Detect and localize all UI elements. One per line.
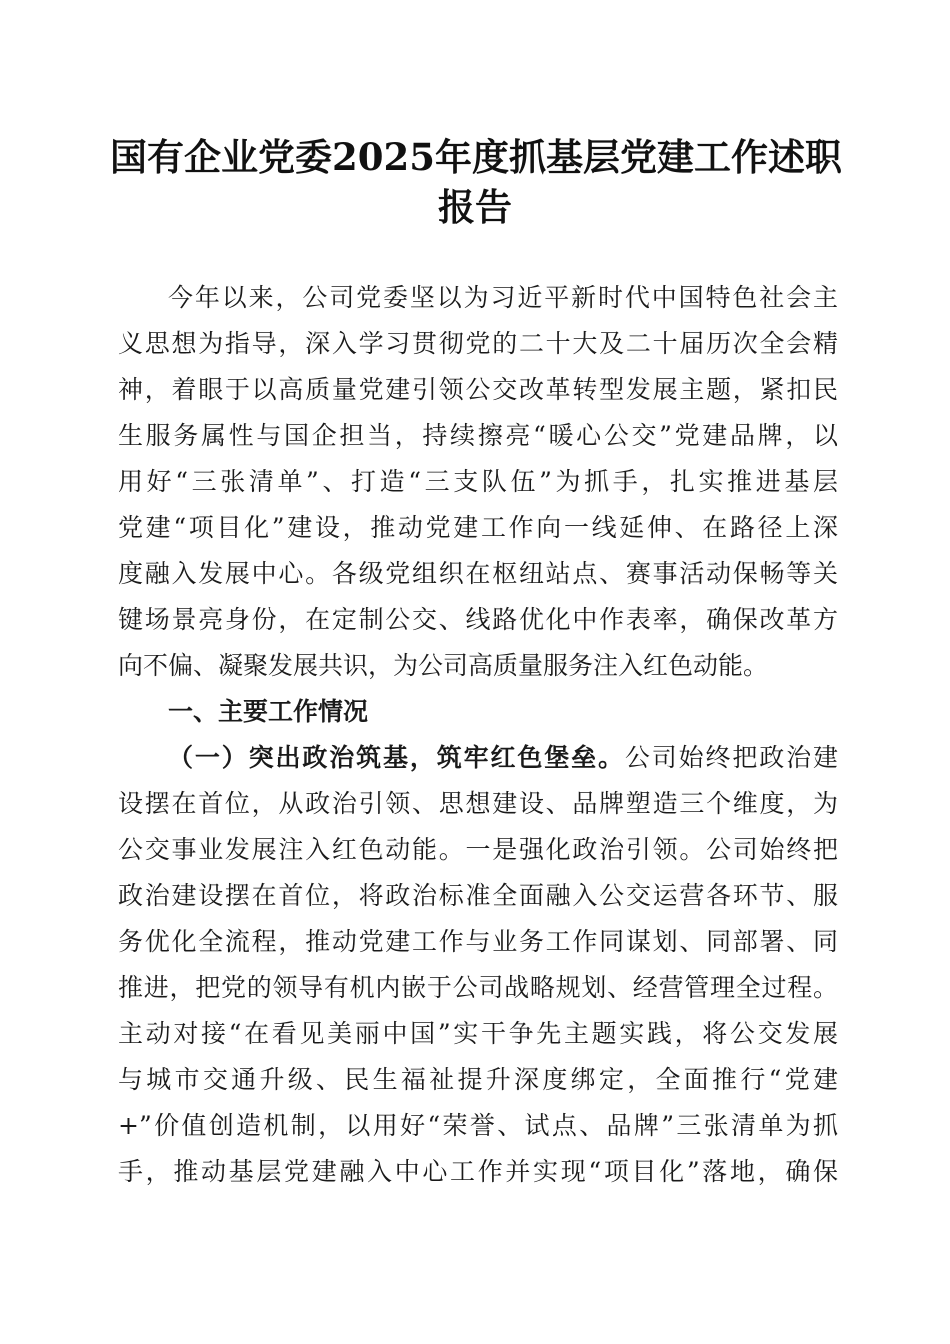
intro-line: 生服务属性与国企担当，持续擦亮“暖心公交”党建品牌，以 bbox=[118, 421, 838, 450]
body-line: +”价值创造机制，以用好“荣誉、试点、品牌”三张清单为抓 bbox=[118, 1111, 838, 1140]
intro-line: 向不偏、凝聚发展共识，为公司高质量服务注入红色动能。 bbox=[118, 651, 769, 680]
sub-section-heading: （一）突出政治筑基，筑牢红色堡垒。 bbox=[168, 743, 625, 772]
body-line: 与城市交通升级、民生福祉提升深度绑定，全面推行“党建 bbox=[118, 1065, 838, 1094]
intro-line: 键场景亮身份，在定制公交、线路优化中作表率，确保改革方 bbox=[118, 605, 838, 634]
document-title-line-1: 国有企业党委2025年度抓基层党建工作述职 bbox=[110, 135, 842, 179]
body-line: 推进，把党的领导有机内嵌于公司战略规划、经营管理全过程。 bbox=[118, 973, 838, 1002]
body-line: 手，推动基层党建融入中心工作并实现“项目化”落地，确保 bbox=[118, 1157, 838, 1186]
intro-line: 度融入发展中心。各级党组织在枢纽站点、赛事活动保畅等关 bbox=[118, 559, 838, 588]
intro-line: 神，着眼于以高质量党建引领公交改革转型发展主题，紧扣民 bbox=[118, 375, 838, 404]
intro-line: 用好“三张清单”、打造“三支队伍”为抓手，扎实推进基层 bbox=[118, 467, 838, 496]
sub-section-text: 公司始终把政治建 bbox=[624, 743, 838, 772]
body-line: 设摆在首位，从政治引领、思想建设、品牌塑造三个维度，为 bbox=[118, 789, 838, 818]
section-heading: 一、主要工作情况 bbox=[168, 697, 369, 726]
body-line: 公交事业发展注入红色动能。一是强化政治引领。公司始终把 bbox=[118, 835, 838, 864]
document-title-line-2: 报告 bbox=[438, 185, 512, 229]
intro-line: 党建“项目化”建设，推动党建工作向一线延伸、在路径上深 bbox=[118, 513, 838, 542]
intro-line: 今年以来，公司党委坚以为习近平新时代中国特色社会主 bbox=[168, 283, 838, 312]
body-line: 政治建设摆在首位，将政治标准全面融入公交运营各环节、服 bbox=[118, 881, 838, 910]
sub-section-first-line bbox=[168, 735, 838, 781]
body-line: 务优化全流程，推动党建工作与业务工作同谋划、同部署、同 bbox=[118, 927, 838, 956]
body-line: 主动对接“在看见美丽中国”实干争先主题实践，将公交发展 bbox=[118, 1019, 838, 1048]
intro-line: 义思想为指导，深入学习贯彻党的二十大及二十届历次全会精 bbox=[118, 329, 838, 358]
